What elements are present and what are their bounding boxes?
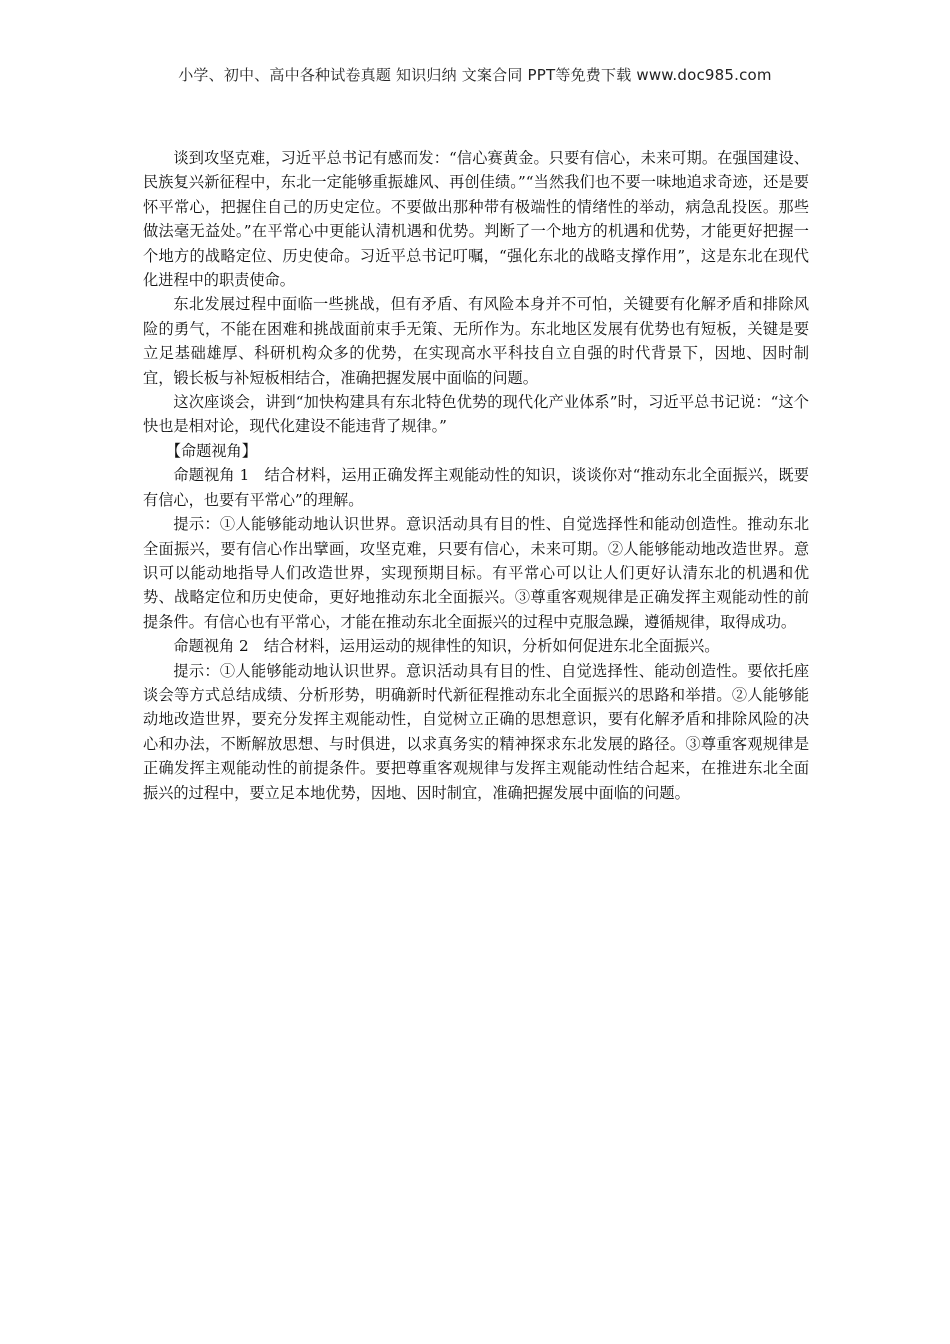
question-1-text: 结合材料，运用正确发挥主观能动性的知识，谈谈你对“推动东北全面振兴，既要有信心，也要有平常心”的理解。: [143, 466, 809, 509]
question-1: [143, 463, 809, 512]
answer-2: 提示：①人能够能动地认识世界。意识活动具有目的性、自觉选择性、能动创造性。要依托座谈会等方式总结成绩、分析形势，明确新时代新征程推动东北全面振兴的思路和举措。②人能够能动地改造世界，要充分发挥主观能动性，自觉树立正确的思想意识，要有化解矛盾和排除风险的决心和办法，不断解放思想、与时俱进，以求真务实的精神探求东北发展的路径。③尊重客观规律是正确发挥主观能动性的前提条件。要把尊重客观规律与发挥主观能动性结合起来，在推进东北全面振兴的过程中，要立足本地优势，因地、因时制宜，准确把握发展中面临的问题。: [143, 661, 809, 802]
document-body: [143, 146, 809, 805]
question-1-label: 命题视角 1: [173, 466, 250, 485]
page-header: 小学、初中、高中各种试卷真题 知识归纳 文案合同 PPT等免费下载 www.doc985.com: [178, 66, 772, 84]
paragraph-2: 东北发展过程中面临一些挑战，但有矛盾、有风险本身并不可怕，关键要有化解矛盾和排除风险的勇气，不能在困难和挑战面前束手无策、无所作为。东北地区发展有优势也有短板，关键是要立足基础雄厚、科研机构众多的优势，在实现高水平科技自立自强的时代背景下，因地、因时制宜，锻长板与补短板相结合，准确把握发展中面临的问题。: [143, 295, 809, 387]
question-2-label: 命题视角 2: [173, 637, 249, 656]
question-2-text: 结合材料，运用运动的规律性的知识，分析如何促进东北全面振兴。: [263, 637, 720, 656]
question-2: [143, 634, 809, 658]
paragraph-1: 谈到攻坚克难，习近平总书记有感而发：“信心赛黄金。只要有信心，未来可期。在强国建设、民族复兴新征程中，东北一定能够重振雄风、再创佳绩。”“当然我们也不要一味地追求奇迹，还是要怀平常心，把握住自己的历史定位。不要做出那种带有极端性的情绪性的举动，病急乱投医。那些做法毫无益处。”在平常心中更能认清机遇和优势。判断了一个地方的机遇和优势，才能更好把握一个地方的战略定位、历史使命。习近平总书记叮嘱，“强化东北的战略支撑作用”，这是东北在现代化进程中的职责使命。: [143, 149, 809, 290]
answer-1: 提示：①人能够能动地认识世界。意识活动具有目的性、自觉选择性和能动创造性。推动东北全面振兴，要有信心作出擘画，攻坚克难，只要有信心，未来可期。②人能够能动地改造世界。意识可以能动地指导人们改造世界，实现预期目标。有平常心可以让人们更好认清东北的机遇和优势、战略定位和历史使命，更好地推动东北全面振兴。③尊重客观规律是正确发挥主观能动性的前提条件。有信心也有平常心，才能在推动东北全面振兴的过程中克服急躁，遵循规律，取得成功。: [143, 515, 809, 631]
section-heading: 【命题视角】: [165, 441, 257, 460]
paragraph-3: 这次座谈会，讲到“加快构建具有东北特色优势的现代化产业体系”时，习近平总书记说：“这个快也是相对论，现代化建设不能违背了规律。”: [143, 393, 809, 436]
